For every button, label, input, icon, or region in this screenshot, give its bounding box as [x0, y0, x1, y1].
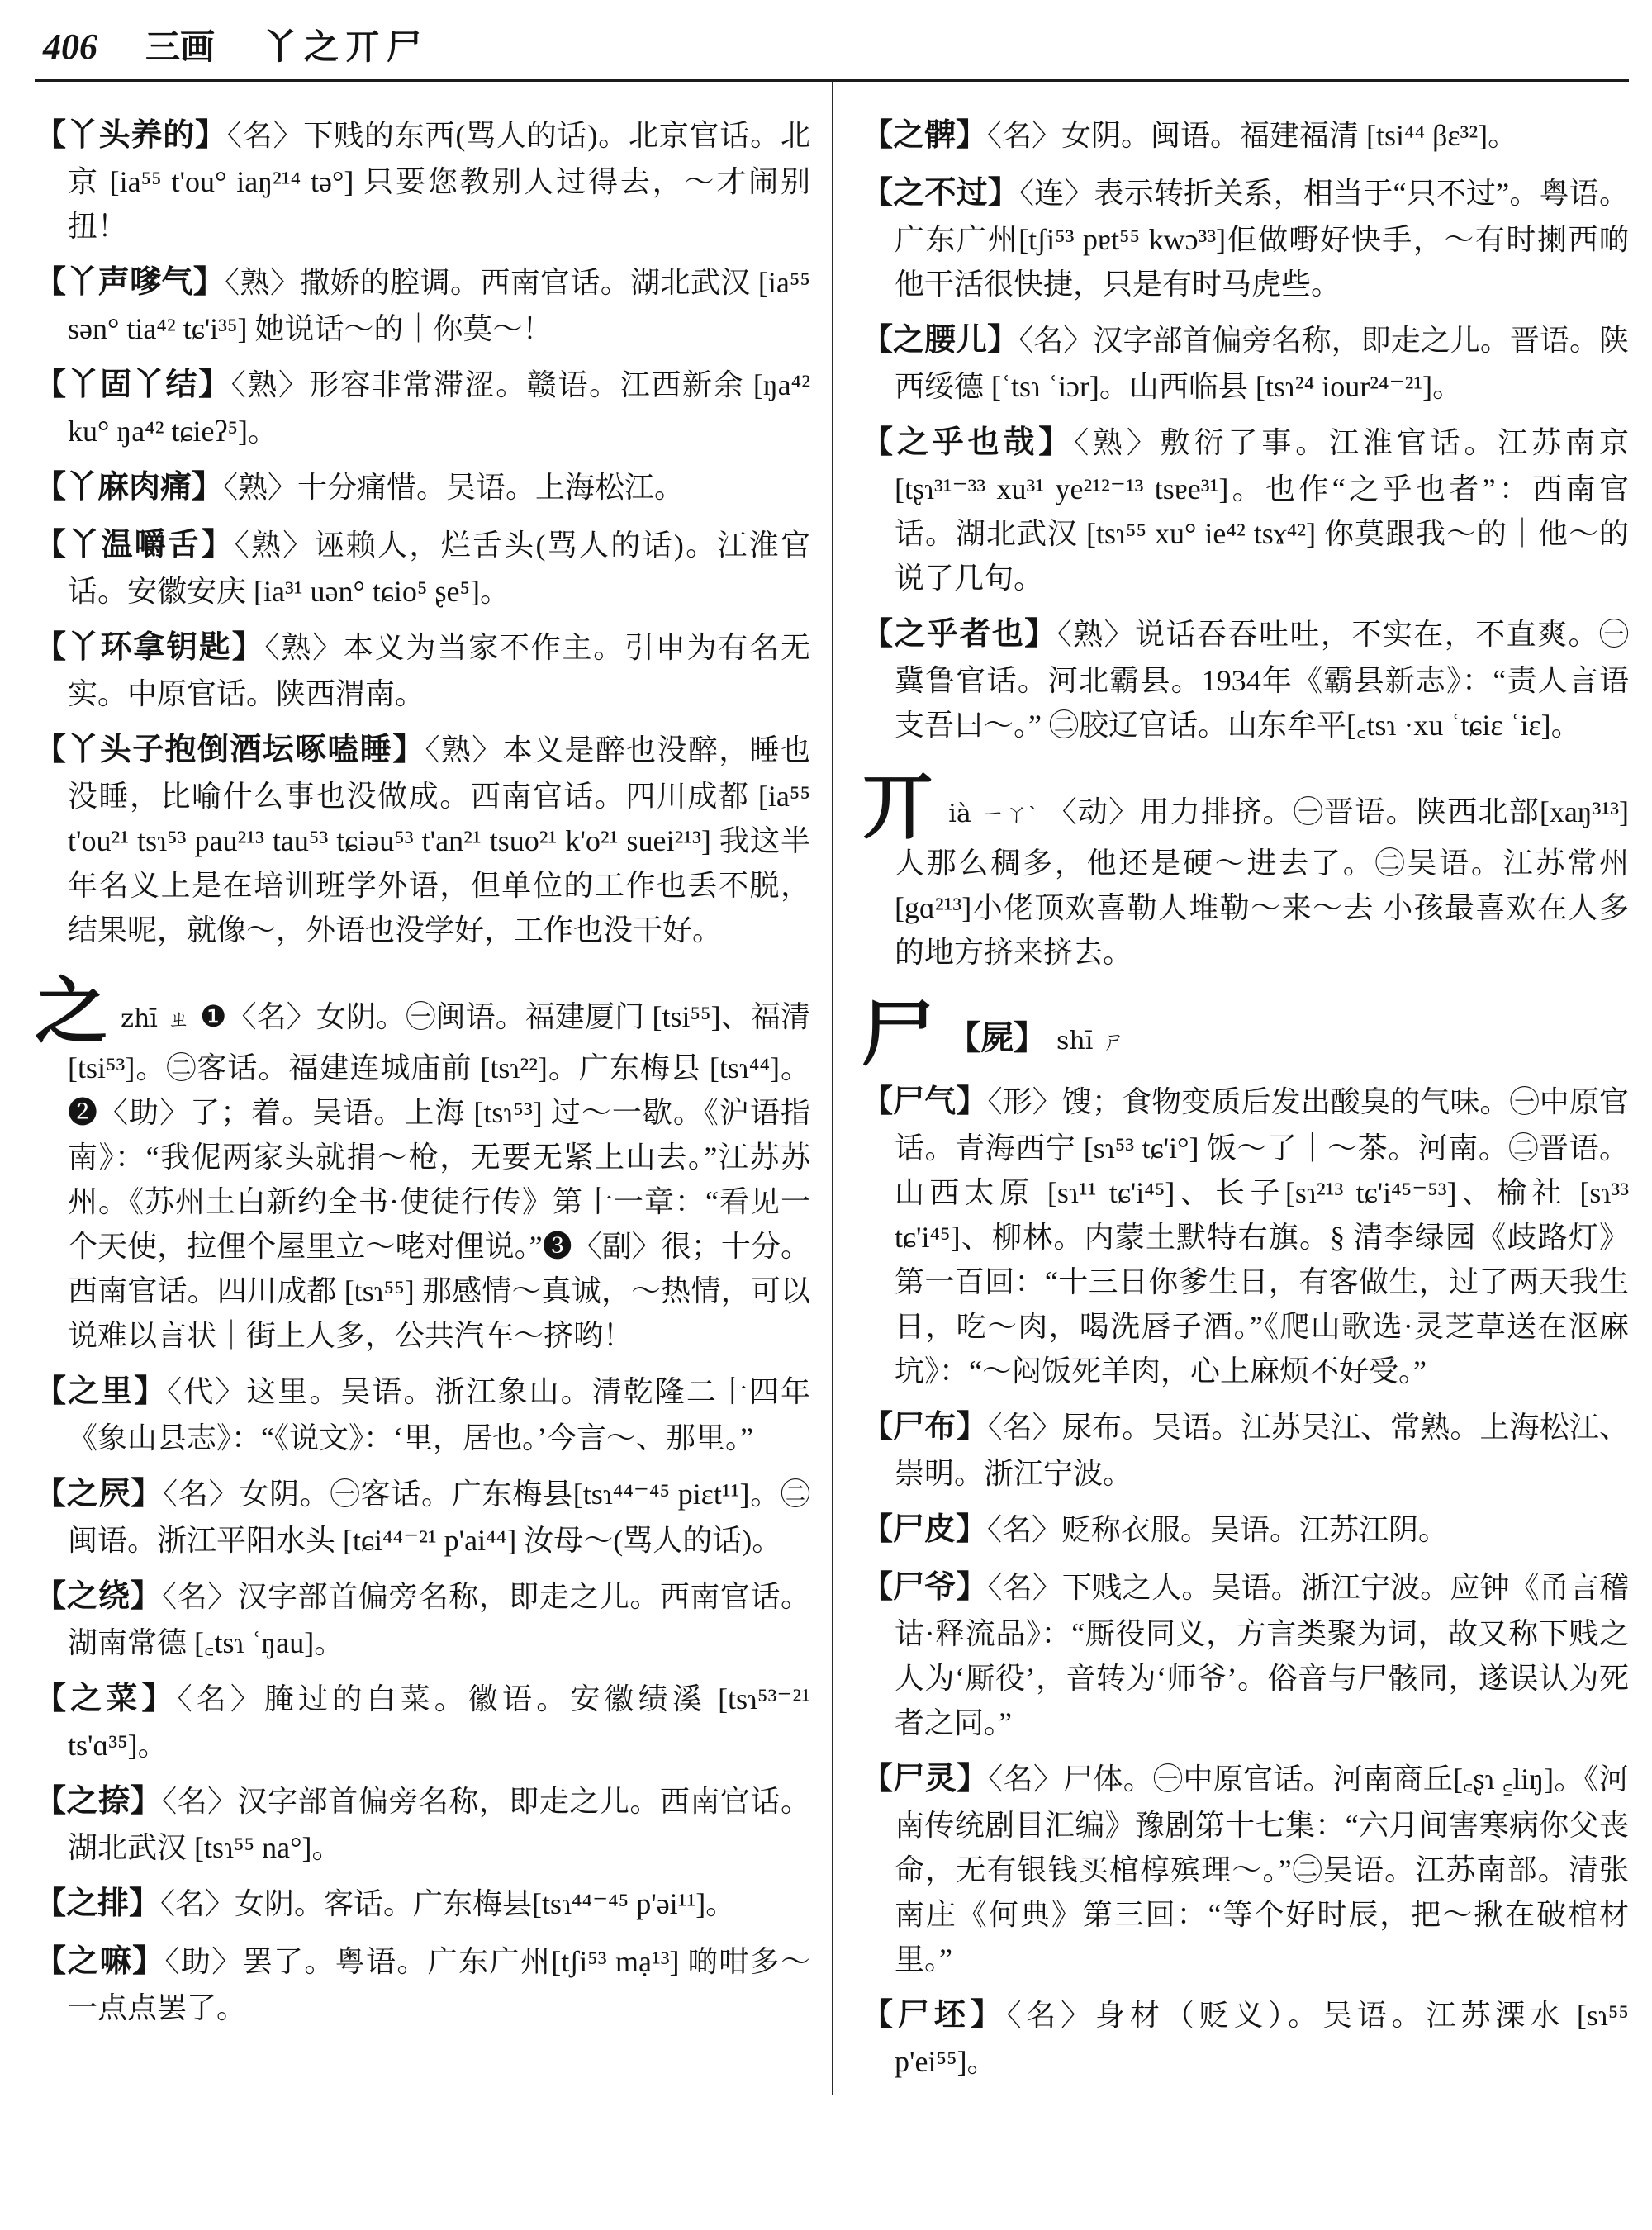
zhuyin-reading: ㄧㄚˋ: [980, 802, 1037, 827]
word-entry: [35, 624, 810, 716]
entry-body: 〈名〉汉字部首偏旁名称，即走之儿。晋语。陕西绥德 [ʿtsɿ ʿiɔr]。山西临县 [tsɿ²⁴ iour²⁴⁻²¹]。: [895, 324, 1629, 403]
entry-body: 〈熟〉本义是醉也没醉，睡也没睡，比喻什么事也没做成。西南官话。四川成都 [ia⁵⁵ t'ou²¹ tsɿ⁵³ pau²¹³ tau⁵³ tɕiəu⁵³ t'an²¹ tsuo²¹ k'o²¹ suei²¹³] 我这半年名义上是在培训班学外语，但单位的工作也丢不脱，结果呢，就像～，外语也没学好，工作也没干好。: [68, 733, 810, 947]
entry-body: 〈名〉腌过的白菜。徽语。安徽绩溪 [tsɿ⁵³⁻²¹ ts'ɑ³⁵]。: [68, 1682, 810, 1763]
left-column: [35, 82, 832, 2095]
word-entry: [862, 1404, 1629, 1496]
entry-headword: 【尸气】: [862, 1084, 988, 1120]
entry-headword: 【丫声嗲气】: [35, 265, 225, 300]
entry-headword: 【尸坯】: [862, 1998, 1007, 2033]
word-entry: [862, 1756, 1629, 1981]
entry-body: 〈熟〉形容非常滞涩。赣语。江西新余 [ŋa⁴² ku° ŋa⁴² tɕieʔ⁵]。: [68, 368, 810, 448]
entry-headword: 【之里】: [35, 1374, 168, 1410]
entry-headword: 【丫温嚼舌】: [35, 528, 235, 562]
entry-headword: 【之不过】: [862, 176, 1019, 211]
zhuyin-reading: ㄓ: [167, 1007, 191, 1032]
entry-headword: 【之菜】: [35, 1682, 178, 1717]
character-entry: [35, 973, 810, 1358]
entry-body: 〈代〉这里。吴语。浙江象山。清乾隆二十四年《象山县志》：“《说文》：‘里，居也。’今言～、那里。”: [68, 1375, 810, 1455]
entry-headword: 【之排】: [35, 1886, 161, 1922]
word-entry: [862, 317, 1629, 409]
word-entry: [35, 1573, 810, 1665]
entry-headword: 【之乎者也】: [862, 617, 1057, 652]
word-entry: [35, 1938, 810, 2030]
entry-body: 〈熟〉诬赖人，烂舌头(骂人的话)。江淮官话。安徽安庆 [ia³¹ uən° tɕio⁵ ʂe⁵]。: [68, 529, 810, 608]
entry-body: 〈动〉用力排挤。㊀晋语。陕西北部[xaŋ³¹³]人那么稠多，他还是硬～进去了。㊁吴语。江苏常州[gɑ²¹³]小佬顶欢喜勒人堆勒～来～去 小孩最喜欢在人多的地方挤来挤去。: [895, 795, 1629, 970]
character-entry: [862, 995, 1629, 1076]
word-entry: [862, 420, 1629, 600]
variant-form: 【屍】: [947, 1019, 1047, 1057]
entry-headword: 【尸皮】: [862, 1512, 988, 1548]
word-entry: [35, 112, 810, 249]
entry-body: ❶〈名〉女阴。㊀闽语。福建厦门 [tsi⁵⁵]、福清 [tsi⁵³]。㊁客话。福建连城庙前 [tsɿ²²]。广东梅县 [tsɿ⁴⁴]。❷〈助〉了；着。吴语。上海 [tsɿ⁵³] 过～一歇。《沪语指南》：“我伲两家头就捐～枪，无要无紧上山去。”江苏苏州。《苏州土白新约全书·使徒行传》第十一章：“看见一个天使，拉俚个屋里立～咾对俚说。”❸〈副〉很；十分。西南官话。四川成都 [tsɿ⁵⁵] 那感情～真诚，～热情，可以说难以言状｜街上人多，公共汽车～挤哟！: [68, 1000, 810, 1353]
word-entry: [35, 727, 810, 952]
entry-headword: 【尸灵】: [862, 1762, 989, 1797]
word-entry: [35, 1369, 810, 1460]
entry-body: 〈名〉汉字部首偏旁名称，即走之儿。西南官话。湖北武汉 [tsɿ⁵⁵ na°]。: [68, 1785, 810, 1865]
entry-headword: 【丫头养的】: [35, 118, 227, 153]
entry-headword: 【丫头子抱倒酒坛啄嗑睡】: [35, 733, 425, 767]
word-entry: [862, 170, 1629, 306]
entry-headword: 【之绕】: [35, 1579, 163, 1615]
entry-body: 〈熟〉撒娇的腔调。西南官话。湖北武汉 [ia⁵⁵ sən° tia⁴² tɕ'i³⁵] 她说话～的｜你莫～！: [68, 266, 810, 345]
word-entry: [35, 522, 810, 614]
entry-body: 〈名〉尿布。吴语。江苏吴江、常熟。上海松江、崇明。浙江宁波。: [895, 1411, 1629, 1491]
entry-body: 〈名〉下贱的东西(骂人的话)。北京官话。北京 [ia⁵⁵ t'ou° iaŋ²¹⁴ tə°] 只要您教别人过得去，～才闹别扭！: [68, 119, 810, 243]
text-columns: [35, 82, 1629, 2095]
entry-headword: 【丫环拿钥匙】: [35, 630, 265, 665]
word-entry: [862, 112, 1629, 159]
pinyin-reading: shī: [1056, 1027, 1094, 1056]
word-entry: [35, 1471, 810, 1563]
entry-body: 〈名〉女阴。闽语。福建福清 [tsi⁴⁴ βɛ³²]。: [987, 119, 1518, 152]
entry-headword: 【丫固丫结】: [35, 368, 231, 402]
entry-headword: 【之腰儿】: [862, 323, 1019, 358]
headword-character: 之: [35, 973, 108, 1053]
entry-body: 〈名〉汉字部首偏旁名称，即走之儿。西南官话。湖南常德 [꜀tsɿ ʿŋau]。: [68, 1580, 810, 1660]
entry-headword: 【之乎也哉】: [862, 425, 1075, 460]
entry-body: 〈名〉女阴。客话。广东梅县[tsɿ⁴⁴⁻⁴⁵ p'əi¹¹]。: [160, 1887, 736, 1921]
entry-body: 〈名〉贬称衣服。吴语。江苏江阴。: [987, 1513, 1449, 1547]
entry-body: 〈名〉身材（贬义）。吴语。江苏溧水 [sɿ⁵⁵ p'ei⁵⁵]。: [895, 1999, 1629, 2079]
character-entry: [862, 768, 1629, 975]
headword-range: 丫之丌尸: [263, 29, 429, 67]
entry-body: 〈熟〉说话吞吞吐吐，不实在，不直爽。㊀冀鲁官话。河北霸县。1934年《霸县新志》：“责人言语支吾曰～。” ㊁胶辽官话。山东牟平[꜀tsɿ ·xu ʿtɕiɛ ʿiɛ]。: [895, 618, 1629, 742]
entry-body: 〈形〉馊；食物变质后发出酸臭的气味。㊀中原官话。青海西宁 [sɿ⁵³ tɕ'i°] 饭～了｜～茶。河南。㊁晋语。山西太原 [sɿ¹¹ tɕ'i⁴⁵]、长子[sɿ²¹³ tɕ'i⁴⁵⁻⁵³]、榆社 [sɿ³³ tɕ'i⁴⁵]、柳林。内蒙土默特右旗。§ 清李绿园《歧路灯》第一百回：“十三日你爹生日，有客做生，过了两天我生日，吃～肉，喝洗唇子酒。”《爬山歌选·灵芝草送在沤麻坑》：“～闷饭死羊肉，心上麻烦不好受。”: [895, 1085, 1629, 1388]
page-header: [35, 13, 1629, 79]
entry-body: 〈熟〉敷衍了事。江淮官话。江苏南京 [tʂɿ³¹⁻³³ xu³¹ ye²¹²⁻¹³ tsɐe³¹]。也作“之乎也者”：西南官话。湖北武汉 [tsɿ⁵⁵ xu° ie⁴² tsɤ⁴²] 你莫跟我～的｜他～的说了几句。: [895, 426, 1629, 595]
word-entry: [35, 259, 810, 351]
headword-character: 尸: [862, 995, 935, 1076]
entry-body: 〈连〉表示转折关系，相当于“只不过”。粤语。广东广州[tʃi⁵³ pɐt⁵⁵ kwɔ³³]佢做嘢好快手，～有时揦西啲 他干活很快捷，只是有时马虎些。: [895, 177, 1629, 301]
word-entry: [862, 1506, 1629, 1554]
page-number: 406: [43, 26, 97, 67]
word-entry: [35, 1676, 810, 1767]
zhuyin-reading: ㄕ: [1103, 1029, 1126, 1055]
entry-headword: 【尸爷】: [862, 1570, 988, 1606]
headword-character: 丌: [862, 768, 936, 848]
word-entry: [862, 1564, 1629, 1745]
entry-body: 〈熟〉十分痛惜。吴语。上海松江。: [223, 471, 685, 504]
entry-headword: 【之屄】: [35, 1477, 164, 1512]
word-entry: [862, 1992, 1629, 2084]
entry-body: 〈熟〉本义为当家不作主。引申为有名无实。中原官话。陕西渭南。: [68, 631, 810, 710]
word-entry: [35, 1881, 810, 1928]
entry-body: 〈助〉罢了。粤语。广东广州[tʃi⁵³ mạ¹³] 啲咁多～ 一点点罢了。: [68, 1945, 810, 2025]
word-entry: [35, 464, 810, 511]
entry-body: 〈名〉尸体。㊀中原官话。河南商丘[꜀ʂɿ ꜁liŋ]。《河南传统剧目汇编》豫剧第十七集：“六月间害寒病你父丧命，无有银钱买棺椁殡理～。”㊁吴语。江苏南部。清张南庄《何典》第三回：“等个好时辰，把～揪在破棺材里。”: [895, 1763, 1629, 1976]
entry-headword: 【尸布】: [862, 1410, 988, 1445]
word-entry: [35, 362, 810, 453]
right-column: [832, 82, 1629, 2095]
entry-headword: 【之嘛】: [35, 1944, 165, 1980]
pinyin-reading: ià: [948, 799, 971, 828]
stroke-count-label: 三画: [145, 29, 216, 67]
entry-headword: 【丫麻肉痛】: [35, 470, 224, 505]
entry-body: 〈名〉下贱之人。吴语。浙江宁波。应钟《甬言稽诂·释流品》：“厮役同义，方言类聚为词，故又称下贱之人为‘厮役’，音转为‘师爷’。俗音与尸骸同，遂误认为死者之同。”: [895, 1571, 1629, 1740]
entry-headword: 【之髀】: [862, 118, 988, 153]
word-entry: [35, 1778, 810, 1870]
pinyin-reading: zhī: [121, 1004, 158, 1033]
word-entry: [862, 611, 1629, 747]
word-entry: [862, 1079, 1629, 1393]
entry-body: 〈名〉女阴。㊀客话。广东梅县[tsɿ⁴⁴⁻⁴⁵ piɛt¹¹]。㊁闽语。浙江平阳水头 [tɕi⁴⁴⁻²¹ p'ai⁴⁴] 汝母～(骂人的话)。: [68, 1478, 810, 1558]
entry-headword: 【之捺】: [35, 1784, 163, 1820]
